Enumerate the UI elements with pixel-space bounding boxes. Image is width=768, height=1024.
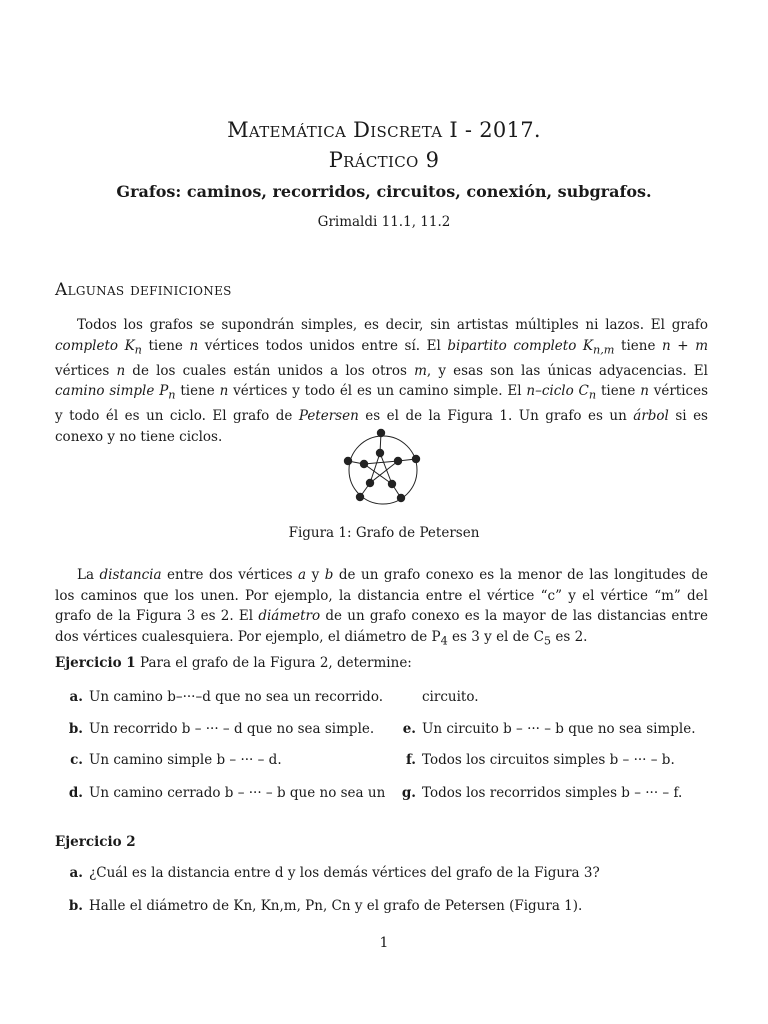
exercise-1-item-d-continued: circuito. [422, 689, 479, 705]
outer-vertex [397, 494, 405, 502]
inner-vertex [388, 480, 396, 488]
inner-vertex [376, 449, 384, 457]
document-reference: Grimaldi 11.1, 11.2 [317, 214, 451, 230]
petersen-vertices [344, 429, 420, 502]
exercise-1-item-f: f. Todos los circuitos simples b – ··· – b. [405, 752, 675, 768]
exercise-1-item-a: a. Un camino b–···–d que no sea un recorrido. [69, 689, 384, 705]
document-title: Matemática Discreta I - 2017. [227, 118, 541, 142]
outer-vertex [356, 493, 364, 501]
outer-vertex [412, 455, 420, 463]
inner-vertex [394, 457, 402, 465]
document-topic: Grafos: caminos, recorridos, circuitos, conexión, subgrafos. [116, 182, 652, 201]
outer-vertex [344, 457, 352, 465]
outer-vertex [377, 429, 385, 437]
star-edge [364, 461, 398, 464]
page-number: 1 [379, 935, 389, 951]
exercise-1-heading: Ejercicio 1 Para el grafo de la Figura 2, determine: [55, 655, 412, 671]
distance-paragraph: La distancia entre dos vértices a y b de un grafo conexo es la menor de las longitudes de los caminos que los unen. Por ejemplo, la distancia entre el vértice “c” y el vértice “m” del grafo de la Figura 3 es 2. El diámetro de un grafo conexo es la mayor de las distancias entre dos vértices cualesquiera. Por ejemplo, el diámetro de $P_4$ es 3 y el de $C_5$ es 2. [55, 567, 708, 648]
inner-vertex [366, 479, 374, 487]
exercise-1-item-c: c. Un camino simple b – ··· – d. [70, 752, 282, 768]
inner-vertex [360, 460, 368, 468]
definitions-paragraph: Todos los grafos se supondrán simples, es decir, sin artistas múltiples ni lazos. El grafo completo $K_n$ tiene n vértices todos unidos entre sí. El bipartito completo $K_{n,m}$ tiene n + m vértices n de los cuales están unidos a los otros m, y esas son las únicas adyacencias. El camino simple $P_n$ tiene n vértices y todo él es un camino simple. El n–ciclo $C_n$ tiene n vértices y todo él es un ciclo. El grafo de Petersen es el de la Figura 1. Un grafo es un árbol si es conexo y no tiene ciclos. [55, 317, 709, 445]
exercise-1-item-b: b. Un recorrido b – ··· – d que no sea simple. [68, 721, 375, 737]
exercise-2-heading: Ejercicio 2 [55, 834, 136, 850]
petersen-graph-figure [340, 428, 428, 508]
exercise-1-item-d: d. Un camino cerrado b – ··· – b que no sea un [68, 785, 386, 801]
section-heading: Algunas definiciones [55, 280, 232, 300]
exercise-1-item-e: e. Un circuito b – ··· – b que no sea simple. [402, 721, 696, 737]
exercise-2-item-b: b. Halle el diámetro de Kn, Kn,m, Pn, Cn y el grafo de Petersen (Figura 1). [68, 898, 583, 914]
document-subtitle-practico: Práctico 9 [328, 148, 440, 172]
figure-caption: Figura 1: Grafo de Petersen [288, 525, 480, 541]
exercise-1-item-g: g. Todos los recorridos simples b – ··· – f. [401, 785, 683, 801]
exercise-2-item-a: a. ¿Cuál es la distancia entre d y los demás vértices del grafo de la Figura 3? [69, 865, 600, 881]
